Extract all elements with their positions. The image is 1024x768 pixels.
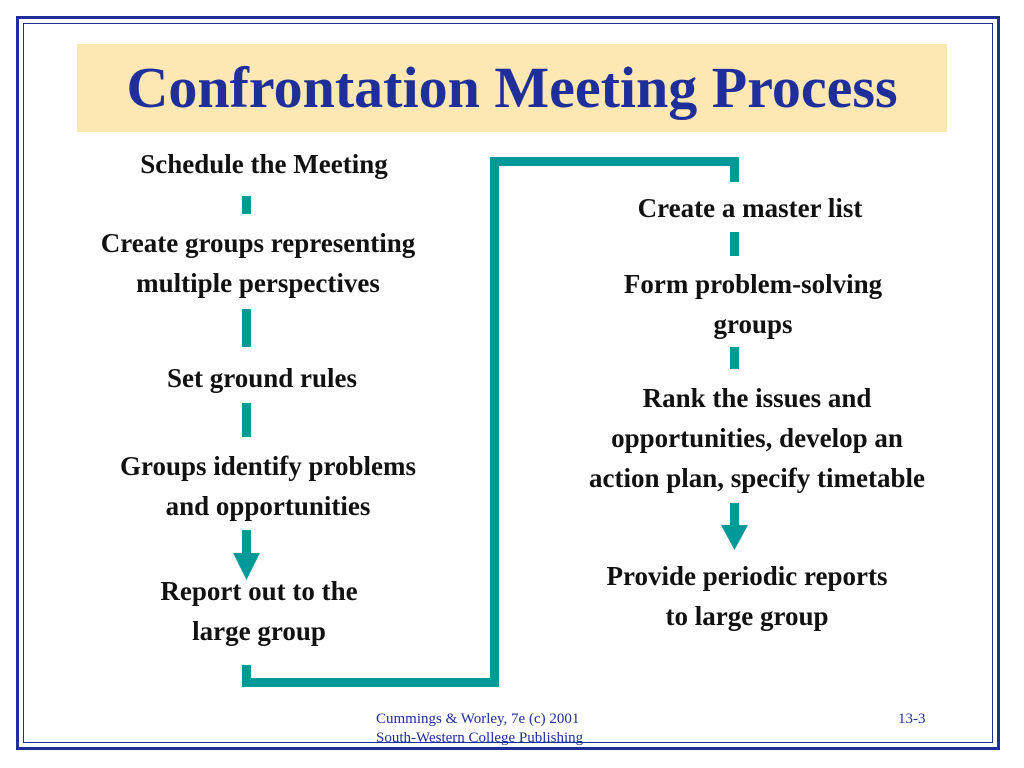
step-schedule-meeting (64, 144, 464, 184)
step-line: action plan, specify timetable (589, 463, 925, 493)
step-line: Report out to the (160, 576, 358, 606)
elbow-middle-vertical (490, 157, 499, 687)
step-line: groups (713, 309, 793, 339)
connector-form-to-rank (730, 347, 739, 369)
footer-citation (376, 710, 583, 748)
elbow-bottom-horizontal (242, 678, 499, 687)
connector-groups-to-rules (242, 309, 251, 347)
step-line: Schedule the Meeting (140, 149, 388, 179)
connector-schedule-to-groups (242, 196, 251, 214)
step-report-out (109, 571, 409, 651)
step-line: large group (192, 616, 326, 646)
step-line: Rank the issues and (642, 383, 872, 413)
connector-rules-to-identify (242, 403, 251, 437)
connector-master-to-form (730, 232, 739, 256)
step-line: Provide periodic reports (606, 561, 888, 591)
step-line: multiple perspectives (136, 268, 380, 298)
step-provide-periodic-reports (547, 556, 947, 636)
step-set-ground-rules (62, 358, 462, 398)
step-line: Create groups representing (100, 228, 416, 258)
step-identify-problems (68, 446, 468, 526)
footer-page-number: 13-3 (898, 711, 926, 727)
step-line: Form problem-solving (623, 269, 883, 299)
arrow-shaft-rank-to-reports (730, 503, 739, 527)
step-line: and opportunities (165, 491, 371, 521)
slide-title: Confrontation Meeting Process (126, 55, 898, 120)
step-line: to large group (665, 601, 829, 631)
step-line: Create a master list (637, 193, 863, 223)
footer-citation-line2: South-Western College Publishing (376, 730, 584, 746)
footer-citation-line1: Cummings & Worley, 7e (c) 2001 (376, 711, 580, 727)
elbow-top-horizontal (490, 157, 739, 166)
step-line: Groups identify problems (119, 451, 417, 481)
step-create-groups (48, 223, 468, 303)
elbow-right-vertical (730, 157, 739, 182)
step-line: Set ground rules (166, 363, 358, 393)
step-line: opportunities, develop an (611, 423, 903, 453)
step-form-problem-solving-groups (553, 264, 953, 344)
step-create-master-list (550, 188, 950, 228)
arrowhead-rank-to-reports (721, 525, 748, 550)
step-rank-issues (532, 378, 982, 498)
arrow-shaft-identify-to-report (242, 530, 251, 555)
